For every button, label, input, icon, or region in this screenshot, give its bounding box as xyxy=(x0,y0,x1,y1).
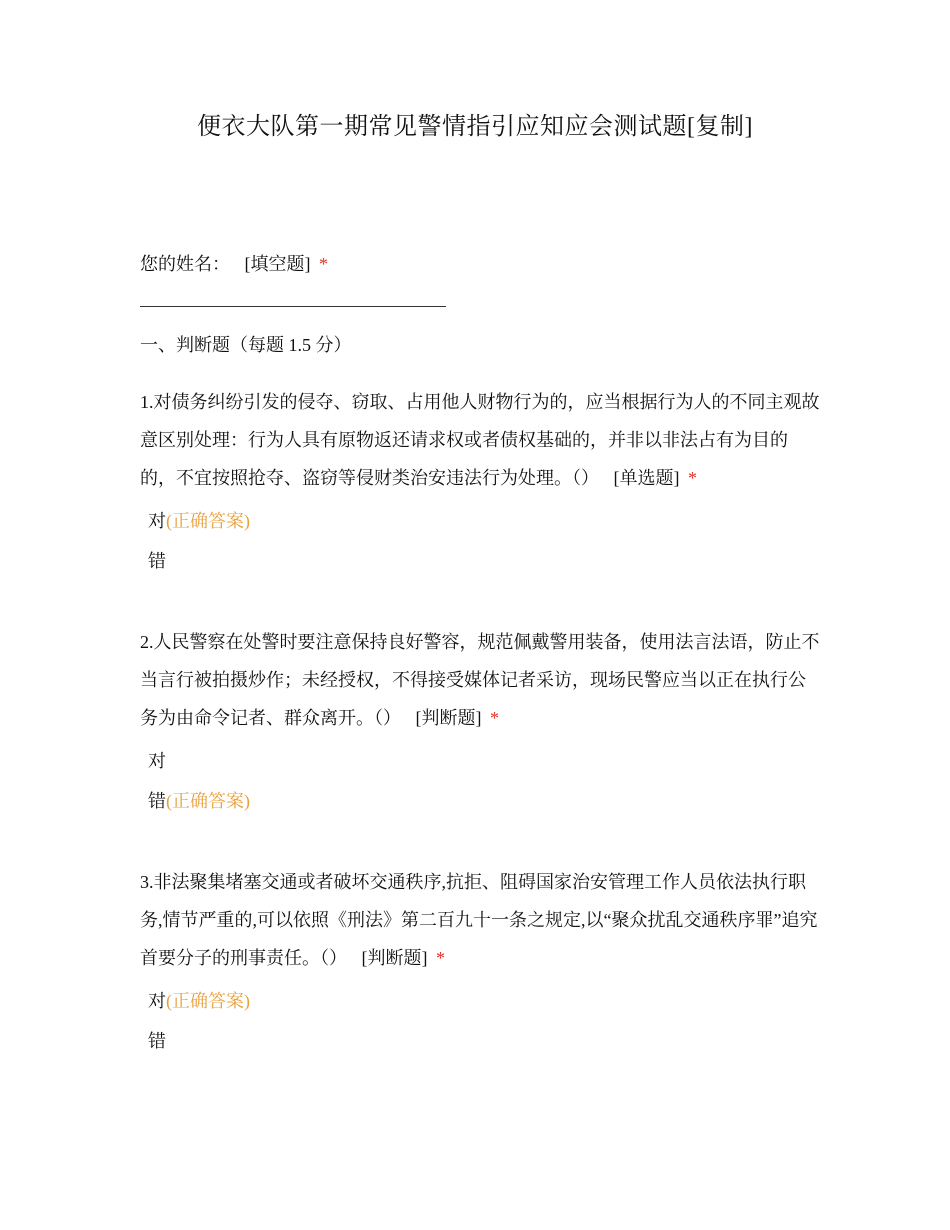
question-1-options xyxy=(140,501,820,581)
option-false[interactable] xyxy=(148,781,820,821)
question-text: 1.对债务纠纷引发的侵夺、窃取、占用他人财物行为的，应当根据行为人的不同主观故意区别处理：行为人具有原物返还请求权或者债权基础的，并非以非法占有为目的的，不宜按照抢夺、盗窃等侵财类治安违法行为处理。（） xyxy=(140,392,820,488)
question-1 xyxy=(140,383,820,497)
required-mark: * xyxy=(688,468,697,488)
option-label: 对 xyxy=(148,511,166,531)
option-true[interactable] xyxy=(148,501,820,541)
option-label: 错 xyxy=(148,791,166,811)
required-mark: * xyxy=(436,948,445,968)
option-false[interactable] xyxy=(148,1021,820,1061)
question-type: [判断题] xyxy=(361,948,428,968)
name-question xyxy=(140,248,820,280)
name-question-label: 您的姓名： xyxy=(140,254,230,274)
survey-content xyxy=(140,248,820,1061)
correct-answer-note: (正确答案) xyxy=(166,991,250,1011)
question-3-options xyxy=(140,981,820,1061)
question-type: [单选题] xyxy=(613,468,680,488)
required-mark: * xyxy=(319,254,328,274)
question-type: [判断题] xyxy=(415,708,482,728)
option-false[interactable] xyxy=(148,541,820,581)
question-2-options xyxy=(140,741,820,821)
section-heading: 一、判断题（每题 1.5 分） xyxy=(140,335,352,355)
question-text: 3.非法聚集堵塞交通或者破坏交通秩序,抗拒、阻碍国家治安管理工作人员依法执行职务,情节严重的,可以依照《刑法》第二百九十一条之规定,以“聚众扰乱交通秩序罪”追究首要分子的刑事责任。（） xyxy=(140,872,818,968)
name-question-type: [填空题] xyxy=(244,254,311,274)
name-answer-blank[interactable] xyxy=(140,306,446,307)
correct-answer-note: (正确答案) xyxy=(166,511,250,531)
option-label: 对 xyxy=(148,751,166,771)
option-label: 对 xyxy=(148,991,166,1011)
correct-answer-note: (正确答案) xyxy=(166,791,250,811)
option-true[interactable] xyxy=(148,741,820,781)
required-mark: * xyxy=(490,708,499,728)
option-true[interactable] xyxy=(148,981,820,1021)
option-label: 错 xyxy=(148,1031,166,1051)
question-2 xyxy=(140,623,820,737)
question-3 xyxy=(140,863,820,977)
question-text: 2.人民警察在处警时要注意保持良好警容，规范佩戴警用装备，使用法言法语，防止不当言行被拍摄炒作；未经授权，不得接受媒体记者采访，现场民警应当以正在执行公务为由命令记者、群众离开。（） xyxy=(140,632,820,728)
page-title: 便衣大队第一期常见警情指引应知应会测试题[复制] xyxy=(197,114,753,140)
option-label: 错 xyxy=(148,551,166,571)
